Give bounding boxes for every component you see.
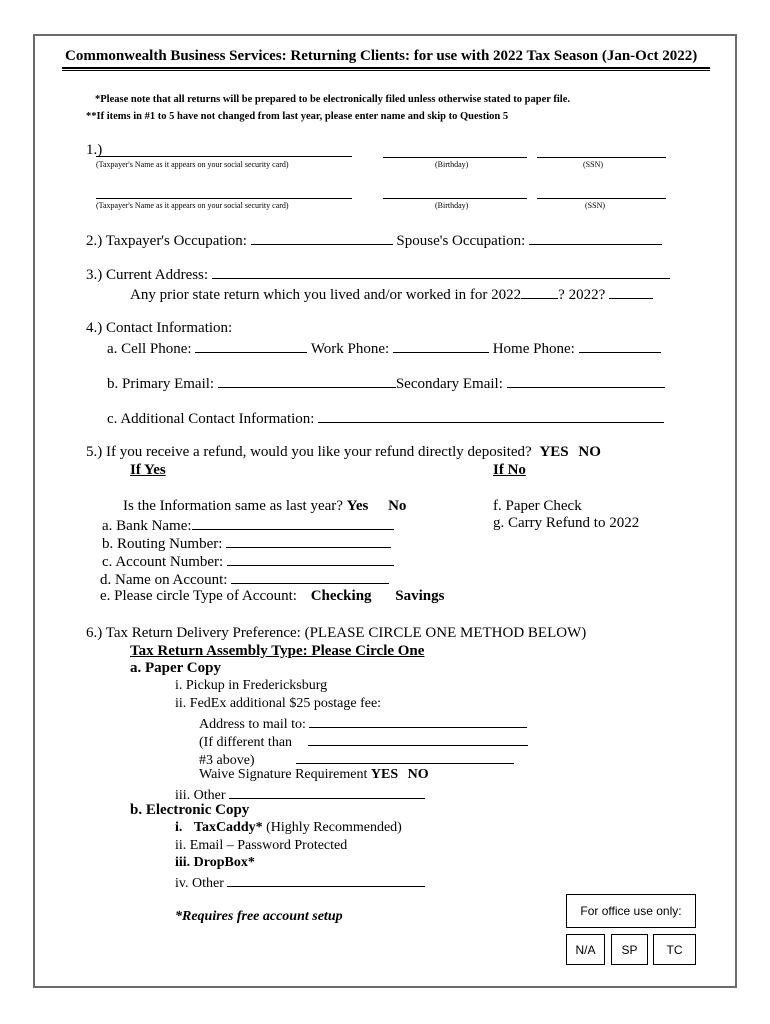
- assembly-type-heading: Tax Return Assembly Type: Please Circle One: [130, 643, 425, 659]
- taxcaddy-note: (Highly Recommended): [266, 820, 402, 835]
- primary-email-label: b. Primary Email:: [107, 376, 215, 392]
- spouse-name-field[interactable]: [96, 198, 352, 199]
- name-on-account-label: d. Name on Account:: [100, 572, 228, 588]
- office-use-label: For office use only:: [566, 894, 696, 928]
- form-title: Commonwealth Business Services: Returning Clients: for use with 2022 Tax Season (Jan-Oct 2022): [65, 48, 698, 64]
- account-type-label: e. Please circle Type of Account:: [100, 588, 297, 604]
- spouse-birthday-caption: (Birthday): [435, 201, 469, 210]
- account-setup-note: *Requires free account setup: [175, 909, 343, 924]
- cell-phone-field[interactable]: [195, 339, 307, 353]
- prior-state-label: Any prior state return which you lived and/or worked in for 2022: [130, 287, 522, 303]
- efile-note: *Please note that all returns will be prepared to be electronically filed unless otherwise stated to paper file.: [95, 94, 570, 105]
- waive-no-option[interactable]: NO: [407, 767, 429, 782]
- office-box-na[interactable]: N/A: [566, 934, 605, 965]
- current-address-field[interactable]: [212, 265, 670, 279]
- above-label: #3 above): [199, 753, 255, 768]
- spouse-name-caption: (Taxpayer's Name as it appears on your social security card): [96, 201, 289, 210]
- current-address-label: 3.) Current Address:: [86, 267, 209, 283]
- electronic-other-field[interactable]: [227, 873, 425, 887]
- spouse-ssn-field[interactable]: [537, 198, 666, 199]
- fedex-option[interactable]: ii. FedEx additional $25 postage fee:: [175, 696, 382, 711]
- spouse-occupation-field[interactable]: [529, 231, 662, 245]
- if-yes-heading: If Yes: [130, 462, 166, 478]
- dropbox-option[interactable]: iii. DropBox*: [175, 855, 255, 870]
- primary-email-field[interactable]: [218, 374, 396, 388]
- deposit-no-option[interactable]: NO: [578, 444, 601, 460]
- taxpayer-name-caption: (Taxpayer's Name as it appears on your social security card): [96, 160, 289, 169]
- if-different-label: (If different than: [199, 735, 293, 750]
- additional-contact-label: c. Additional Contact Information:: [107, 411, 315, 427]
- pickup-option[interactable]: i. Pickup in Fredericksburg: [175, 678, 328, 693]
- spouse-occupation-label: Spouse's Occupation:: [396, 233, 526, 249]
- mail-address-line-1[interactable]: [309, 714, 527, 728]
- spouse-ssn-caption: (SSN): [585, 201, 606, 210]
- birthday-caption: (Birthday): [435, 160, 469, 169]
- taxcaddy-label: TaxCaddy*: [193, 820, 263, 835]
- if-no-heading: If No: [493, 462, 526, 478]
- q1-number: 1.): [86, 142, 103, 158]
- taxpayer-name-field[interactable]: [96, 156, 352, 157]
- paper-other-option[interactable]: iii. Other: [175, 788, 226, 803]
- bank-name-label: a. Bank Name:: [102, 518, 192, 534]
- office-box-sp[interactable]: SP: [611, 934, 648, 965]
- mail-address-line-2[interactable]: [308, 732, 528, 746]
- work-phone-label: Work Phone:: [310, 341, 390, 357]
- savings-option[interactable]: Savings: [395, 588, 445, 604]
- checking-option[interactable]: Checking: [310, 588, 372, 604]
- prior-state-field[interactable]: [521, 285, 558, 299]
- paper-copy-option[interactable]: a. Paper Copy: [130, 660, 221, 676]
- secondary-email-field[interactable]: [507, 374, 665, 388]
- same-as-last-year-label: Is the Information same as last year?: [123, 498, 343, 514]
- electronic-other-option[interactable]: iv. Other: [175, 876, 224, 891]
- taxcaddy-number: i.: [175, 820, 183, 835]
- account-number-label: c. Account Number:: [102, 554, 224, 570]
- same-yes-option[interactable]: Yes: [346, 498, 369, 514]
- prior-state-label-2: ? 2022?: [558, 287, 606, 303]
- home-phone-field[interactable]: [579, 339, 661, 353]
- prior-state-2022-field[interactable]: [609, 285, 653, 299]
- paper-other-field[interactable]: [229, 785, 425, 799]
- same-no-option[interactable]: No: [388, 498, 407, 514]
- skip-note: **If items in #1 to 5 have not changed from last year, please enter name and skip to Question 5: [86, 111, 509, 122]
- additional-contact-field[interactable]: [318, 409, 664, 423]
- waive-yes-option[interactable]: YES: [370, 767, 399, 782]
- work-phone-field[interactable]: [393, 339, 489, 353]
- paper-check-option[interactable]: f. Paper Check: [493, 498, 582, 514]
- waive-signature-label: Waive Signature Requirement: [199, 767, 368, 782]
- bank-name-field[interactable]: [192, 516, 394, 530]
- email-option[interactable]: ii. Email – Password Protected: [175, 838, 348, 853]
- secondary-email-label: Secondary Email:: [395, 376, 503, 392]
- taxpayer-occupation-label: 2.) Taxpayer's Occupation:: [86, 233, 247, 249]
- account-number-field[interactable]: [227, 552, 394, 566]
- taxpayer-occupation-field[interactable]: [251, 231, 393, 245]
- taxpayer-ssn-field[interactable]: [537, 157, 666, 158]
- deposit-yes-option[interactable]: YES: [539, 444, 569, 460]
- address-to-mail-label: Address to mail to:: [199, 717, 306, 732]
- name-on-account-field[interactable]: [231, 570, 389, 584]
- carry-refund-option[interactable]: g. Carry Refund to 2022: [493, 515, 640, 531]
- routing-number-label: b. Routing Number:: [102, 536, 223, 552]
- title-rule: [62, 67, 710, 69]
- electronic-copy-option[interactable]: b. Electronic Copy: [130, 802, 250, 818]
- taxpayer-birthday-field[interactable]: [383, 157, 527, 158]
- routing-number-field[interactable]: [226, 534, 391, 548]
- title-rule-thin: [62, 70, 710, 71]
- mail-address-line-3[interactable]: [296, 750, 514, 764]
- cell-phone-label: a. Cell Phone:: [107, 341, 192, 357]
- spouse-birthday-field[interactable]: [383, 198, 527, 199]
- office-box-tc[interactable]: TC: [653, 934, 696, 965]
- delivery-preference-heading: 6.) Tax Return Delivery Preference: (PLEASE CIRCLE ONE METHOD BELOW): [86, 625, 587, 641]
- contact-info-heading: 4.) Contact Information:: [86, 320, 233, 336]
- ssn-caption: (SSN): [583, 160, 604, 169]
- taxcaddy-option[interactable]: [175, 820, 402, 836]
- direct-deposit-question: 5.) If you receive a refund, would you like your refund directly deposited?: [86, 444, 532, 460]
- home-phone-label: Home Phone:: [492, 341, 575, 357]
